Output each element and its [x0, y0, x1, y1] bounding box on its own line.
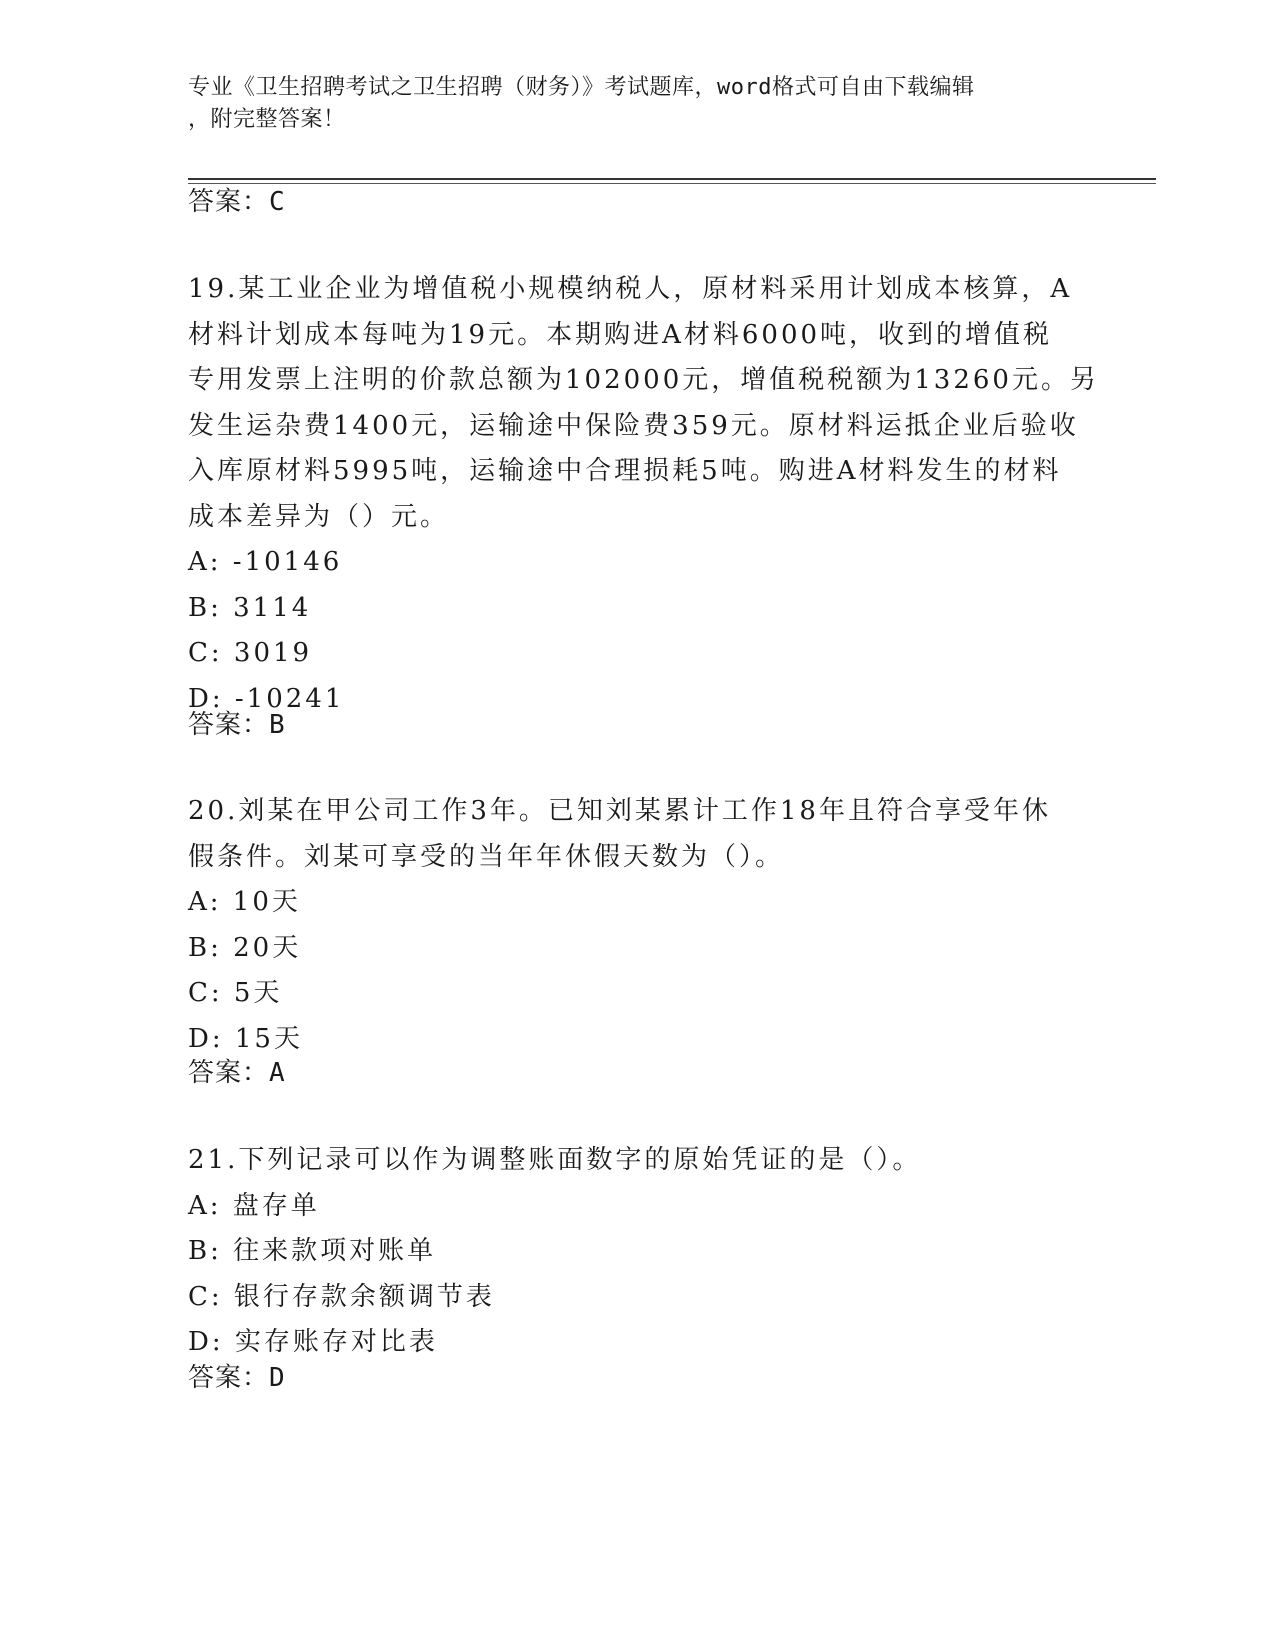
option-d: D: 15天: [188, 1023, 303, 1054]
question-line: 19.某工业企业为增值税小规模纳税人，原材料采用计划成本核算，A: [188, 274, 1073, 304]
option-d: D: 实存账存对比表: [188, 1327, 438, 1357]
header-divider: [188, 178, 1156, 180]
question-line: 发生运杂费1400元，运输途中保险费359元。原材料运抵企业后验收: [188, 410, 1079, 441]
option-b: B: 20天: [188, 932, 302, 963]
header-line-2: ，附完整答案！: [188, 107, 346, 132]
document-header: [188, 72, 1068, 136]
option-a: A: 10天: [188, 887, 301, 917]
question-line: 成本差异为（）元。: [188, 501, 450, 532]
header-line-1: 专业《卫生招聘考试之卫生招聘（财务）》考试题库，word格式可自由下载编辑: [188, 75, 975, 100]
answer-19: 答案：B: [188, 710, 286, 740]
question-line: 专用发票上注明的价款总额为102000元，增值税税额为13260元。另: [188, 365, 1099, 395]
option-d: D: -10241: [188, 683, 345, 714]
header-divider-thin: [188, 183, 1156, 184]
question-21: [188, 1138, 1088, 1366]
option-c: C: 5天: [188, 978, 283, 1008]
option-b: B: 3114: [188, 592, 312, 623]
question-20: [188, 789, 1088, 1062]
previous-answer: 答案：C: [188, 187, 286, 217]
question-line: 假条件。刘某可享受的当年年休假天数为（）。: [188, 841, 785, 872]
question-line: 入库原材料5995吨，运输途中合理损耗5吨。购进A材料发生的材料: [188, 456, 1062, 486]
option-a: A: -10146: [188, 547, 343, 577]
answer-21: 答案：D: [188, 1363, 286, 1393]
option-c: C: 3019: [188, 638, 313, 668]
option-a: A: 盘存单: [188, 1190, 320, 1221]
question-19: [188, 267, 1099, 722]
answer-20: 答案：A: [188, 1058, 286, 1088]
question-line: 材料计划成本每吨为19元。本期购进A材料6000吨，收到的增值税: [188, 319, 1053, 350]
question-line: 20.刘某在甲公司工作3年。已知刘某累计工作18年且符合享受年休: [188, 796, 1051, 826]
question-line: 21.下列记录可以作为调整账面数字的原始凭证的是（）。: [188, 1145, 922, 1175]
option-b: B: 往来款项对账单: [188, 1236, 437, 1266]
option-c: C: 银行存款余额调节表: [188, 1281, 495, 1312]
